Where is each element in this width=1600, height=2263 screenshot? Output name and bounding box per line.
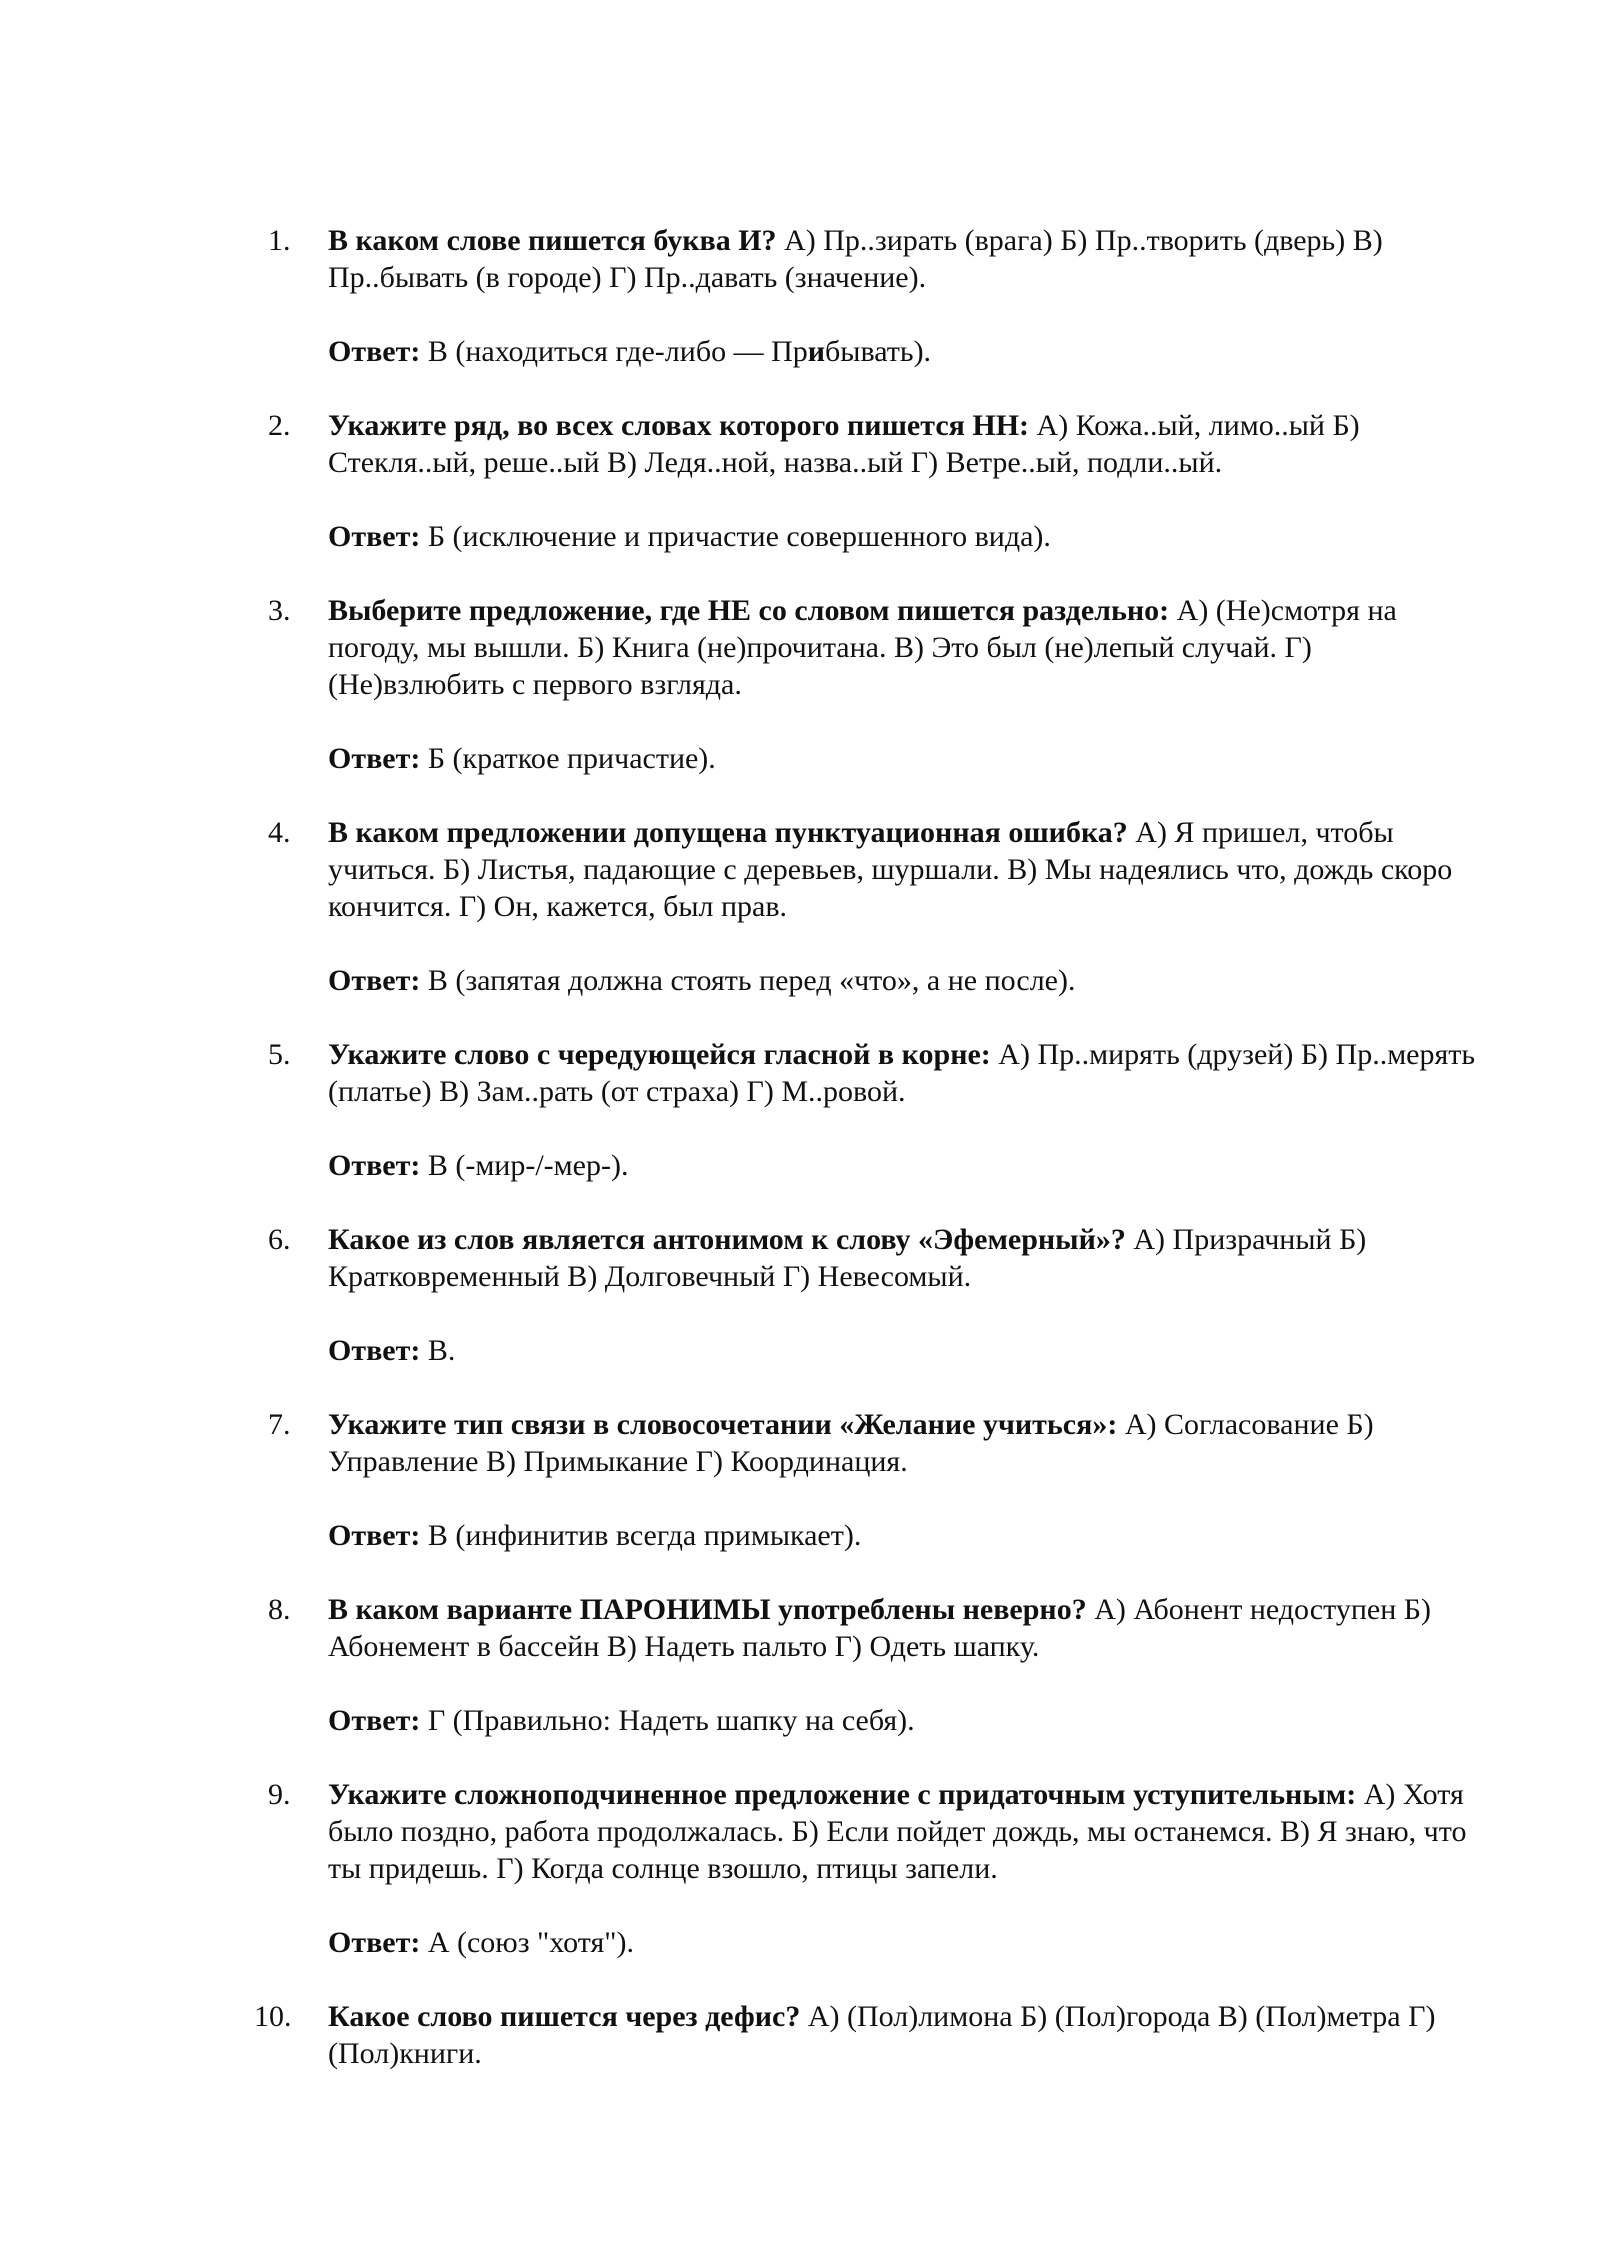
question-number: 4. bbox=[268, 816, 291, 849]
answer bbox=[328, 962, 1488, 999]
answer-highlight: и bbox=[807, 335, 826, 368]
answer bbox=[328, 1332, 1488, 1369]
answer-label: Ответ: bbox=[328, 1519, 421, 1552]
answer bbox=[328, 333, 1488, 370]
question-number: 9. bbox=[268, 1778, 291, 1811]
question-item bbox=[0, 1406, 1600, 1554]
question-prompt: Какое слово пишется через дефис? bbox=[328, 2000, 801, 2033]
question-number: 2. bbox=[268, 409, 291, 442]
answer-text: Г (Правильно: Надеть шапку на себя). bbox=[420, 1704, 915, 1737]
question-options: А) Я пришел, чтобы учиться. Б) Листья, падающие с деревьев, шуршали. В) Мы надеялись что, дождь скоро кончится. Г) Он, кажется, был прав. bbox=[328, 816, 1453, 923]
question-options: А) Пр..зирать (врага) Б) Пр..творить (дверь) В) Пр..бывать (в городе) Г) Пр..давать (значение). bbox=[328, 224, 1383, 294]
question-text bbox=[328, 1406, 1488, 1480]
question-options: А) Хотя было поздно, работа продолжалась. Б) Если пойдет дождь, мы останемся. В) Я знаю, что ты придешь. Г) Когда солнце взошло, птицы запели. bbox=[328, 1778, 1467, 1885]
question-options: А) Призрачный Б) Кратковременный В) Долговечный Г) Невесомый. bbox=[328, 1223, 1367, 1293]
answer-label: Ответ: bbox=[328, 1704, 421, 1737]
question-prompt: Укажите тип связи в словосочетании «Желание учиться»: bbox=[328, 1408, 1118, 1441]
question-number: 3. bbox=[268, 594, 291, 627]
question-prompt: Укажите ряд, во всех словах которого пишется НН: bbox=[328, 409, 1030, 442]
question-number: 10. bbox=[254, 2000, 292, 2033]
answer-text-end: бывать). bbox=[825, 335, 932, 368]
question-item bbox=[0, 592, 1600, 777]
question-prompt: Выберите предложение, где НЕ со словом пишется раздельно: bbox=[328, 594, 1170, 627]
answer bbox=[328, 518, 1488, 555]
question-list bbox=[0, 222, 1600, 2109]
answer bbox=[328, 1702, 1488, 1739]
answer bbox=[328, 740, 1488, 777]
answer-label: Ответ: bbox=[328, 335, 421, 368]
question-item bbox=[0, 1776, 1600, 1961]
answer-label: Ответ: bbox=[328, 742, 421, 775]
question-number: 1. bbox=[268, 224, 291, 257]
answer bbox=[328, 1924, 1488, 1961]
question-text bbox=[328, 222, 1488, 296]
answer-text: В (находиться где-либо — Пр bbox=[420, 335, 808, 368]
question-text bbox=[328, 592, 1488, 703]
question-number: 8. bbox=[268, 1593, 291, 1626]
answer-label: Ответ: bbox=[328, 1926, 421, 1959]
answer-label: Ответ: bbox=[328, 1149, 421, 1182]
answer-text: А (союз "хотя"). bbox=[420, 1926, 635, 1959]
answer-text: В (запятая должна стоять перед «что», а не после). bbox=[420, 964, 1076, 997]
answer-label: Ответ: bbox=[328, 964, 421, 997]
question-options: А) Пр..мирять (друзей) Б) Пр..мерять (платье) В) Зам..рать (от страха) Г) М..ровой. bbox=[328, 1038, 1476, 1108]
answer bbox=[328, 1517, 1488, 1554]
question-item bbox=[0, 1036, 1600, 1184]
question-options: А) Кожа..ый, лимо..ый Б) Стекля..ый, реше..ый В) Ледя..ной, назва..ый Г) Ветре..ый, подли..ый. bbox=[328, 409, 1360, 479]
question-number: 5. bbox=[268, 1038, 291, 1071]
question-text bbox=[328, 407, 1488, 481]
answer-text: В. bbox=[420, 1334, 456, 1367]
question-item bbox=[0, 407, 1600, 555]
question-text bbox=[328, 1221, 1488, 1295]
question-prompt: В каком предложении допущена пунктуационная ошибка? bbox=[328, 816, 1128, 849]
question-item bbox=[0, 222, 1600, 370]
question-options: А) (Пол)лимона Б) (Пол)города В) (Пол)метра Г) (Пол)книги. bbox=[328, 2000, 1436, 2070]
question-item bbox=[0, 1221, 1600, 1369]
question-item bbox=[0, 1591, 1600, 1739]
question-text bbox=[328, 1776, 1488, 1887]
question-text bbox=[328, 1998, 1488, 2072]
question-item bbox=[0, 1998, 1600, 2072]
question-item bbox=[0, 814, 1600, 999]
answer-label: Ответ: bbox=[328, 1334, 421, 1367]
question-prompt: В каком варианте ПАРОНИМЫ употреблены неверно? bbox=[328, 1593, 1087, 1626]
question-number: 6. bbox=[268, 1223, 291, 1256]
question-options: А) (Не)смотря на погоду, мы вышли. Б) Книга (не)прочитана. В) Это был (не)лепый случай. Г) (Не)взлюбить с первого взгляда. bbox=[328, 594, 1397, 701]
question-number: 7. bbox=[268, 1408, 291, 1441]
answer bbox=[328, 1147, 1488, 1184]
question-options: А) Согласование Б) Управление В) Примыкание Г) Координация. bbox=[328, 1408, 1374, 1478]
question-prompt: Какое из слов является антонимом к слову «Эфемерный»? bbox=[328, 1223, 1126, 1256]
question-text bbox=[328, 1591, 1488, 1665]
question-prompt: Укажите слово с чередующейся гласной в корне: bbox=[328, 1038, 991, 1071]
question-text bbox=[328, 814, 1488, 925]
question-prompt: Укажите сложноподчиненное предложение с придаточным уступительным: bbox=[328, 1778, 1357, 1811]
question-options: А) Абонент недоступен Б) Абонемент в бассейн В) Надеть пальто Г) Одеть шапку. bbox=[328, 1593, 1431, 1663]
question-text bbox=[328, 1036, 1488, 1110]
question-prompt: В каком слове пишется буква И? bbox=[328, 224, 777, 257]
answer-text: Б (краткое причастие). bbox=[420, 742, 716, 775]
answer-label: Ответ: bbox=[328, 520, 421, 553]
answer-text: В (-мир-/-мер-). bbox=[420, 1149, 629, 1182]
answer-text: В (инфинитив всегда примыкает). bbox=[420, 1519, 862, 1552]
answer-text: Б (исключение и причастие совершенного вида). bbox=[420, 520, 1051, 553]
